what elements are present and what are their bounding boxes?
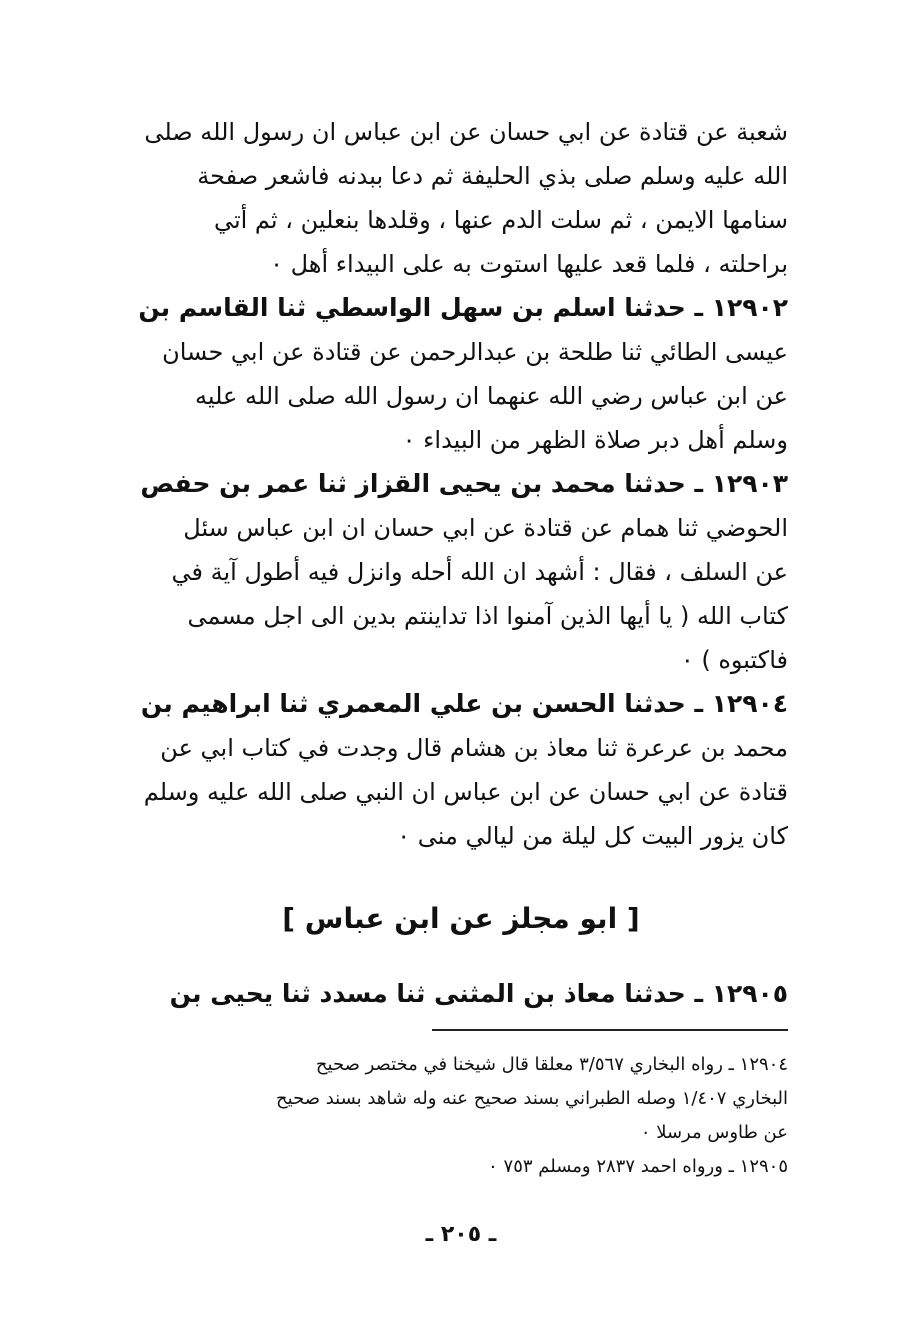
hadith-start-line: ١٢٩٠٤ ـ حدثنا الحسن بن علي المعمري ثنا ابراهيم بن: [140, 689, 788, 718]
hadith-start-line: ١٢٩٠٣ ـ حدثنا محمد بن يحيى القزاز ثنا عمر بن حفص: [140, 469, 788, 498]
text-line: وسلم أهل دبر صلاة الظهر من البيداء ٠: [402, 426, 788, 454]
text-line: عن السلف ، فقال : أشهد ان الله أحله وانزل فيه أطول آية في: [171, 558, 788, 586]
text-line: كتاب الله ( يا أيها الذين آمنوا اذا تداينتم بدين الى اجل مسمى: [187, 602, 788, 630]
section-title: [ ابو مجلز عن ابن عباس ]: [282, 902, 640, 935]
text-line: فاكتبوه ) ٠: [680, 646, 788, 674]
footnotes: [84, 1048, 788, 1184]
hadith-start-line: ١٢٩٠٢ ـ حدثنا اسلم بن سهل الواسطي ثنا القاسم بن: [138, 293, 788, 322]
main-text: [84, 110, 788, 858]
text-line: عن ابن عباس رضي الله عنهما ان رسول الله صلى الله عليه: [195, 382, 788, 410]
text-line: قتادة عن ابي حسان عن ابن عباس ان النبي صلى الله عليه وسلم: [143, 778, 788, 806]
text-line: محمد بن عرعرة ثنا معاذ بن هشام قال وجدت في كتاب ابي عن: [160, 734, 788, 762]
page-number: ـ ٢٠٥ ـ: [425, 1222, 497, 1247]
text-line: الله عليه وسلم صلى بذي الحليفة ثم دعا ببدنه فاشعر صفحة: [197, 162, 788, 190]
hadith-start-line: ١٢٩٠٥ ـ حدثنا معاذ بن المثنى ثنا مسدد ثنا يحيى بن: [169, 979, 788, 1008]
text-line: عيسى الطائي ثنا طلحة بن عبدالرحمن عن قتادة عن ابي حسان: [162, 338, 788, 366]
main-text-continued: [84, 972, 788, 1016]
footnote-line: البخاري ١/٤٠٧ وصله الطبراني بسند صحيح عنه وله شاهد بسند صحيح: [276, 1088, 788, 1109]
text-line: براحلته ، فلما قعد عليها استوت به على البيداء أهل ٠: [270, 250, 788, 278]
text-line: شعبة عن قتادة عن ابي حسان عن ابن عباس ان رسول الله صلى: [144, 118, 788, 146]
text-line: كان يزور البيت كل ليلة من ليالي منى ٠: [397, 822, 788, 850]
text-line: الحوضي ثنا همام عن قتادة عن ابي حسان ان ابن عباس سئل: [183, 514, 788, 542]
footnote-line: عن طاوس مرسلا ٠: [640, 1122, 788, 1143]
footnote-divider: [432, 1029, 788, 1031]
footnote-line: ١٢٩٠٤ ـ رواه البخاري ٣/٥٦٧ معلقا قال شيخنا في مختصر صحيح: [315, 1054, 788, 1075]
text-line: سنامها الايمن ، ثم سلت الدم عنها ، وقلدها بنعلين ، ثم أتي: [213, 206, 788, 234]
footnote-line: ١٢٩٠٥ ـ ورواه احمد ٢٨٣٧ ومسلم ٧٥٣ ٠: [488, 1156, 788, 1177]
